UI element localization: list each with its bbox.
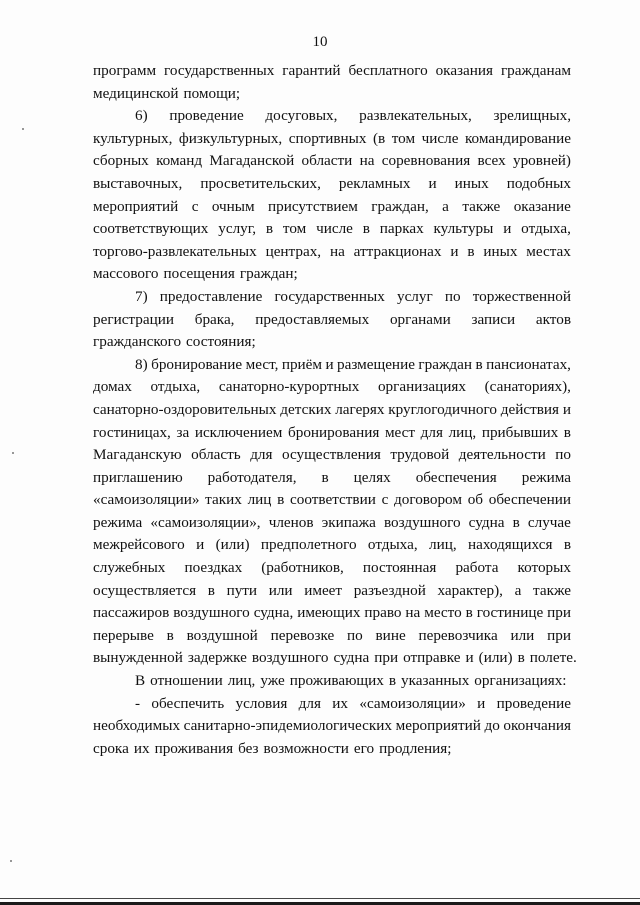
scan-speck	[10, 860, 12, 862]
text-line: медицинской помощи;	[93, 84, 241, 102]
text-line: приглашению работодателя, в целях обеспечения режима	[93, 468, 571, 486]
text-line: срока их проживания без возможности его продления;	[93, 739, 452, 757]
document-body	[93, 60, 577, 760]
text-line: «самоизоляции» таких лиц в соответствии с договором об обеспечении	[93, 491, 571, 509]
text-line: санаторно-оздоровительных детских лагерях круглогодичного действия и	[93, 400, 571, 418]
text-line: Магаданскую область для осуществления трудовой деятельности по	[93, 446, 571, 464]
text-line: домах отдыха, санаторно-курортных организациях (санаториях),	[93, 378, 571, 396]
text-line: осуществляется в пути или имеет разъездной характер), а также	[93, 581, 571, 599]
text-line: перерыве в воздушной перевозке по вине перевозчика или при	[93, 626, 571, 644]
text-line: межрейсового и (или) предполетного отдыха, лиц, находящихся в	[93, 536, 571, 554]
text-line: 6) проведение досуговых, развлекательных, зрелищных,	[135, 107, 571, 125]
scan-speck	[22, 128, 24, 130]
text-line: торгово-развлекательных центрах, на аттракционах и в иных местах	[93, 242, 571, 260]
text-line: мероприятий с очным присутствием граждан, а также оказание	[93, 197, 571, 215]
text-line: соответствующих услуг, в том числе в парках культуры и отдыха,	[93, 220, 571, 238]
page-number: 10	[312, 34, 328, 50]
text-line: вынужденной задержке воздушного судна при отправке и (или) в полете.	[93, 649, 577, 667]
text-line: программ государственных гарантий бесплатного оказания гражданам	[93, 62, 571, 79]
text-line: служебных поездках (работников, постоянная работа которых	[93, 559, 571, 577]
scan-speck	[12, 452, 14, 454]
text-line: 7) предоставление государственных услуг по торжественной	[135, 287, 571, 305]
text-line: выставочных, просветительских, рекламных и иных подобных	[93, 174, 571, 192]
text-line: регистрации брака, предоставляемых органами записи актов	[93, 310, 571, 328]
text-line: сборных команд Магаданской области на соревнования всех уровней)	[93, 152, 571, 170]
text-line: гражданского состояния;	[93, 333, 256, 351]
text-line: В отношении лиц, уже проживающих в указанных организациях:	[135, 672, 567, 690]
text-line: режима «самоизоляции», членов экипажа воздушного судна в случае	[93, 513, 571, 531]
text-line: пассажиров воздушного судна, имеющих право на место в гостинице при	[93, 604, 571, 622]
scan-edge-line	[0, 898, 640, 899]
text-line: 8) бронирование мест, приём и размещение граждан в пансионатах,	[135, 355, 571, 373]
text-line: культурных, физкультурных, спортивных (в том числе командирование	[93, 129, 571, 147]
text-line: массового посещения граждан;	[93, 265, 298, 283]
text-line: гостиницах, за исключением бронирования мест для лиц, прибывших в	[93, 423, 571, 441]
text-line: необходимых санитарно-эпидемиологических мероприятий до окончания	[93, 717, 571, 735]
text-line: - обеспечить условия для их «самоизоляции» и проведение	[135, 694, 571, 712]
